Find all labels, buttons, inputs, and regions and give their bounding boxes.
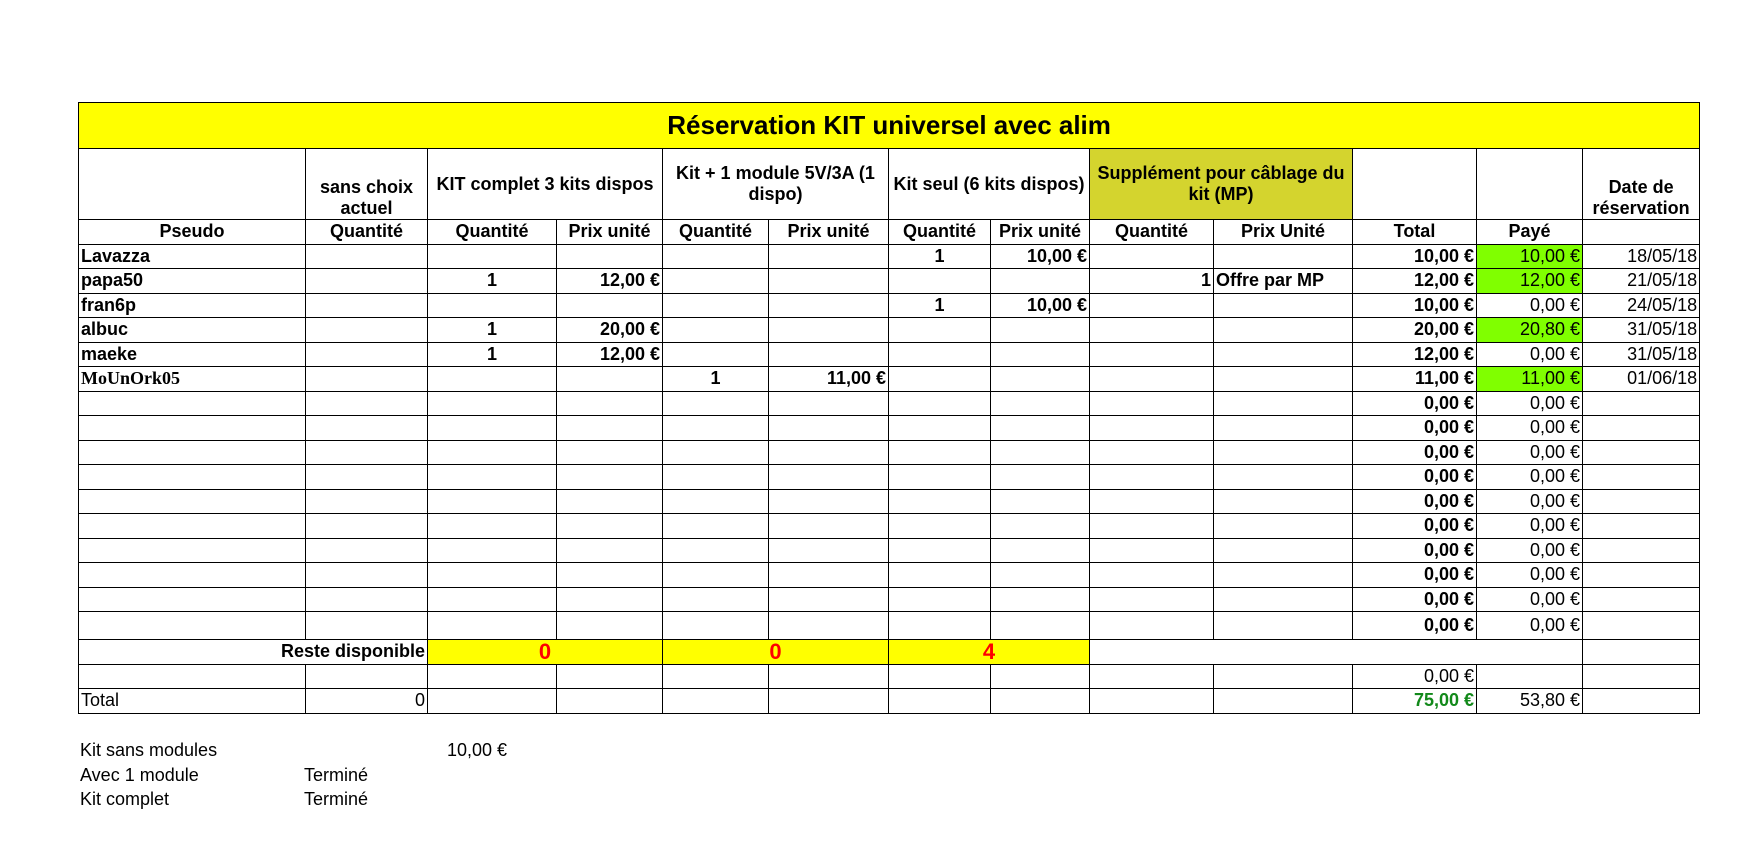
km-quantite-cell[interactable] (663, 440, 769, 465)
date-cell[interactable] (1583, 587, 1700, 612)
extra-cell[interactable] (769, 664, 889, 689)
note-row (80, 740, 507, 765)
km-quantite-cell[interactable] (663, 612, 769, 640)
km-quantite-cell[interactable] (663, 318, 769, 343)
kc-prix-cell[interactable] (557, 514, 663, 539)
kc-quantite-cell[interactable] (428, 538, 557, 563)
ks-quantite-cell[interactable] (889, 563, 991, 588)
kc-quantite-cell[interactable] (428, 465, 557, 490)
km-prix-cell[interactable] (769, 416, 889, 441)
ks-prix-cell[interactable] (991, 489, 1090, 514)
sp-quantite-cell[interactable] (1090, 489, 1214, 514)
sp-prix-cell[interactable] (1214, 563, 1353, 588)
total-cell[interactable]: 0,00 € (1353, 489, 1477, 514)
km-quantite-cell[interactable] (663, 244, 769, 269)
date-cell[interactable] (1583, 612, 1700, 640)
kc-prix-cell[interactable] (557, 416, 663, 441)
ks-prix-cell[interactable] (991, 465, 1090, 490)
date-cell[interactable]: 21/05/18 (1583, 269, 1700, 294)
extra-cell[interactable] (428, 664, 557, 689)
kc-quantite-cell[interactable] (428, 367, 557, 392)
ks-quantite-cell[interactable] (889, 367, 991, 392)
date-cell[interactable] (1583, 465, 1700, 490)
sp-quantite-cell[interactable] (1090, 514, 1214, 539)
total-cell[interactable]: 0,00 € (1353, 465, 1477, 490)
ks-prix-cell[interactable]: 10,00 € (991, 244, 1090, 269)
pseudo-cell[interactable]: albuc (79, 318, 306, 343)
group-kit-module[interactable]: Kit + 1 module 5V/3A (1 dispo) (663, 149, 889, 220)
table-row (79, 563, 1700, 588)
km-prix-cell[interactable] (769, 538, 889, 563)
sp-quantite-cell[interactable]: 1 (1090, 269, 1214, 294)
pseudo-cell[interactable]: papa50 (79, 269, 306, 294)
column-header-row (79, 220, 1700, 245)
sp-quantite-cell[interactable] (1090, 318, 1214, 343)
note-label: Kit sans modules (80, 740, 218, 760)
extra-cell[interactable] (1090, 664, 1214, 689)
note-label: Kit complet (80, 789, 170, 809)
sc-quantite-cell[interactable] (306, 538, 428, 563)
group-total-empty[interactable] (1353, 149, 1477, 220)
km-prix-cell[interactable]: 11,00 € (769, 367, 889, 392)
sp-quantite-cell[interactable] (1090, 342, 1214, 367)
header-paye[interactable]: Payé (1477, 220, 1583, 245)
header-kc-prix[interactable]: Prix unité (557, 220, 663, 245)
ks-prix-cell[interactable]: 10,00 € (991, 293, 1090, 318)
date-cell[interactable]: 24/05/18 (1583, 293, 1700, 318)
sp-quantite-cell[interactable] (1090, 293, 1214, 318)
paye-cell[interactable]: 0,00 € (1477, 465, 1583, 490)
extra-total[interactable]: 0,00 € (1353, 664, 1477, 689)
sp-quantite-cell[interactable] (1090, 244, 1214, 269)
kc-quantite-cell[interactable] (428, 514, 557, 539)
header-total[interactable]: Total (1353, 220, 1477, 245)
kc-prix-cell[interactable]: 12,00 € (557, 342, 663, 367)
km-prix-cell[interactable] (769, 563, 889, 588)
km-quantite-cell[interactable] (663, 391, 769, 416)
totals-cell[interactable] (1214, 689, 1353, 714)
paye-cell[interactable]: 0,00 € (1477, 440, 1583, 465)
ks-prix-cell[interactable] (991, 514, 1090, 539)
pseudo-cell[interactable] (79, 587, 306, 612)
table-row (79, 514, 1700, 539)
sp-prix-cell[interactable] (1214, 293, 1353, 318)
extra-cell[interactable] (889, 664, 991, 689)
pseudo-cell[interactable]: Lavazza (79, 244, 306, 269)
totals-label[interactable]: Total (79, 689, 306, 714)
extra-cell[interactable] (991, 664, 1090, 689)
group-paye-empty[interactable] (1477, 149, 1583, 220)
table-row (79, 318, 1700, 343)
pseudo-cell[interactable] (79, 489, 306, 514)
total-cell[interactable]: 20,00 € (1353, 318, 1477, 343)
table-row (79, 416, 1700, 441)
kc-prix-cell[interactable] (557, 587, 663, 612)
km-quantite-cell[interactable] (663, 269, 769, 294)
table-row (79, 342, 1700, 367)
totals-sans-choix[interactable]: 0 (306, 689, 428, 714)
total-cell[interactable]: 0,00 € (1353, 391, 1477, 416)
kc-prix-cell[interactable] (557, 367, 663, 392)
group-kit-complet[interactable]: KIT complet 3 kits dispos (428, 149, 663, 220)
kc-quantite-cell[interactable] (428, 293, 557, 318)
sc-quantite-cell[interactable] (306, 416, 428, 441)
ks-quantite-cell[interactable] (889, 465, 991, 490)
date-cell[interactable] (1583, 391, 1700, 416)
ks-prix-cell[interactable] (991, 318, 1090, 343)
km-prix-cell[interactable] (769, 514, 889, 539)
notes-block (80, 740, 507, 814)
date-cell[interactable]: 31/05/18 (1583, 342, 1700, 367)
table-row (79, 538, 1700, 563)
paye-cell[interactable]: 11,00 € (1477, 367, 1583, 392)
table-row (79, 465, 1700, 490)
km-quantite-cell[interactable] (663, 416, 769, 441)
header-km-quantite[interactable]: Quantité (663, 220, 769, 245)
ks-prix-cell[interactable] (991, 538, 1090, 563)
km-prix-cell[interactable] (769, 342, 889, 367)
extra-cell[interactable] (557, 664, 663, 689)
paye-cell[interactable]: 0,00 € (1477, 612, 1583, 640)
km-quantite-cell[interactable] (663, 514, 769, 539)
ks-quantite-cell[interactable] (889, 318, 991, 343)
pseudo-cell[interactable] (79, 612, 306, 640)
paye-cell[interactable]: 0,00 € (1477, 342, 1583, 367)
total-cell[interactable]: 12,00 € (1353, 342, 1477, 367)
totals-cell[interactable] (428, 689, 557, 714)
table-row (79, 440, 1700, 465)
km-prix-cell[interactable] (769, 318, 889, 343)
sp-prix-cell[interactable] (1214, 416, 1353, 441)
pseudo-cell[interactable] (79, 563, 306, 588)
km-prix-cell[interactable] (769, 587, 889, 612)
totals-cell[interactable] (663, 689, 769, 714)
kc-quantite-cell[interactable] (428, 244, 557, 269)
ks-quantite-cell[interactable] (889, 391, 991, 416)
sp-prix-cell[interactable] (1214, 465, 1353, 490)
total-cell[interactable]: 0,00 € (1353, 538, 1477, 563)
paye-cell[interactable]: 0,00 € (1477, 489, 1583, 514)
table-row (79, 489, 1700, 514)
reste-row (79, 640, 1700, 665)
ks-quantite-cell[interactable] (889, 440, 991, 465)
group-sans-choix[interactable]: sans choix actuel (306, 149, 428, 220)
km-quantite-cell[interactable] (663, 538, 769, 563)
total-cell[interactable]: 0,00 € (1353, 440, 1477, 465)
date-cell[interactable] (1583, 514, 1700, 539)
total-cell[interactable]: 0,00 € (1353, 563, 1477, 588)
km-quantite-cell[interactable] (663, 563, 769, 588)
extra-cell[interactable] (306, 664, 428, 689)
date-cell[interactable]: 18/05/18 (1583, 244, 1700, 269)
table-row (79, 612, 1700, 640)
sp-prix-cell[interactable] (1214, 391, 1353, 416)
totals-grand-total[interactable]: 75,00 € (1353, 689, 1477, 714)
kc-quantite-cell[interactable] (428, 563, 557, 588)
pseudo-cell[interactable] (79, 538, 306, 563)
ks-quantite-cell[interactable]: 1 (889, 244, 991, 269)
km-prix-cell[interactable] (769, 440, 889, 465)
extra-cell[interactable] (79, 664, 306, 689)
km-prix-cell[interactable] (769, 244, 889, 269)
table-row (79, 367, 1700, 392)
pseudo-cell[interactable]: fran6p (79, 293, 306, 318)
sc-quantite-cell[interactable] (306, 514, 428, 539)
sp-quantite-cell[interactable] (1090, 587, 1214, 612)
extra-cell[interactable] (663, 664, 769, 689)
ks-quantite-cell[interactable] (889, 514, 991, 539)
sp-prix-cell[interactable]: Offre par MP (1214, 269, 1353, 294)
ks-quantite-cell[interactable] (889, 416, 991, 441)
note-label: Avec 1 module (80, 764, 199, 785)
sp-prix-cell[interactable] (1214, 244, 1353, 269)
total-cell[interactable]: 10,00 € (1353, 244, 1477, 269)
sp-prix-cell[interactable] (1214, 318, 1353, 343)
total-cell[interactable]: 0,00 € (1353, 587, 1477, 612)
total-cell[interactable]: 10,00 € (1353, 293, 1477, 318)
kc-prix-cell[interactable] (557, 538, 663, 563)
paye-cell[interactable]: 0,00 € (1477, 538, 1583, 563)
sc-quantite-cell[interactable] (306, 318, 428, 343)
sp-quantite-cell[interactable] (1090, 440, 1214, 465)
sp-quantite-cell[interactable] (1090, 563, 1214, 588)
kc-quantite-cell[interactable] (428, 612, 557, 640)
extra-row (79, 664, 1700, 689)
note-value: Terminé (304, 789, 369, 809)
ks-quantite-cell[interactable] (889, 538, 991, 563)
totals-paye[interactable]: 53,80 € (1477, 689, 1583, 714)
kc-quantite-cell[interactable]: 1 (428, 269, 557, 294)
total-cell[interactable]: 0,00 € (1353, 514, 1477, 539)
title-row (79, 103, 1700, 149)
table-row (79, 587, 1700, 612)
reste-empty[interactable] (1090, 640, 1583, 665)
reste-kit-seul[interactable]: 4 (889, 640, 1090, 665)
sc-quantite-cell[interactable] (306, 563, 428, 588)
ks-prix-cell[interactable] (991, 612, 1090, 640)
sc-quantite-cell[interactable] (306, 612, 428, 640)
pseudo-cell[interactable] (79, 514, 306, 539)
sp-quantite-cell[interactable] (1090, 465, 1214, 490)
kc-prix-cell[interactable]: 12,00 € (557, 269, 663, 294)
ks-quantite-cell[interactable] (889, 612, 991, 640)
sc-quantite-cell[interactable] (306, 367, 428, 392)
paye-cell[interactable]: 0,00 € (1477, 416, 1583, 441)
kc-quantite-cell[interactable] (428, 391, 557, 416)
km-quantite-cell[interactable] (663, 489, 769, 514)
header-sp-quantite[interactable]: Quantité (1090, 220, 1214, 245)
sp-prix-cell[interactable] (1214, 489, 1353, 514)
pseudo-cell[interactable] (79, 416, 306, 441)
pseudo-cell[interactable]: maeke (79, 342, 306, 367)
reservation-table (78, 102, 1700, 714)
sp-prix-cell[interactable] (1214, 587, 1353, 612)
ks-prix-cell[interactable] (991, 269, 1090, 294)
sp-quantite-cell[interactable] (1090, 538, 1214, 563)
ks-prix-cell[interactable] (991, 440, 1090, 465)
totals-cell[interactable] (991, 689, 1090, 714)
kc-quantite-cell[interactable] (428, 416, 557, 441)
extra-cell[interactable] (1583, 664, 1700, 689)
sc-quantite-cell[interactable] (306, 489, 428, 514)
header-ks-quantite[interactable]: Quantité (889, 220, 991, 245)
paye-cell[interactable]: 12,00 € (1477, 269, 1583, 294)
group-date[interactable]: Date de réservation (1583, 149, 1700, 220)
reste-kit-complet[interactable]: 0 (428, 640, 663, 665)
kc-prix-cell[interactable] (557, 391, 663, 416)
group-supplement[interactable]: Supplément pour câblage du kit (MP) (1090, 149, 1353, 220)
ks-quantite-cell[interactable] (889, 489, 991, 514)
ks-quantite-cell[interactable] (889, 587, 991, 612)
kc-quantite-cell[interactable]: 1 (428, 318, 557, 343)
sc-quantite-cell[interactable] (306, 244, 428, 269)
date-cell[interactable] (1583, 416, 1700, 441)
sp-prix-cell[interactable] (1214, 538, 1353, 563)
sc-quantite-cell[interactable] (306, 587, 428, 612)
sp-prix-cell[interactable] (1214, 440, 1353, 465)
date-cell[interactable]: 01/06/18 (1583, 367, 1700, 392)
totals-row (79, 689, 1700, 714)
km-quantite-cell[interactable] (663, 465, 769, 490)
km-prix-cell[interactable] (769, 489, 889, 514)
header-date-empty[interactable] (1583, 220, 1700, 245)
kc-prix-cell[interactable] (557, 489, 663, 514)
paye-cell[interactable]: 10,00 € (1477, 244, 1583, 269)
sp-prix-cell[interactable] (1214, 342, 1353, 367)
date-cell[interactable]: 31/05/18 (1583, 318, 1700, 343)
total-cell[interactable]: 0,00 € (1353, 612, 1477, 640)
note-row (80, 789, 480, 814)
group-header-row (79, 149, 1700, 220)
km-prix-cell[interactable] (769, 465, 889, 490)
kc-quantite-cell[interactable] (428, 489, 557, 514)
table-row (79, 391, 1700, 416)
sp-quantite-cell[interactable] (1090, 367, 1214, 392)
kc-prix-cell[interactable] (557, 465, 663, 490)
km-prix-cell[interactable] (769, 293, 889, 318)
kc-prix-cell[interactable] (557, 293, 663, 318)
sp-prix-cell[interactable] (1214, 367, 1353, 392)
table-row (79, 269, 1700, 294)
header-sp-prix[interactable]: Prix Unité (1214, 220, 1353, 245)
date-cell[interactable] (1583, 563, 1700, 588)
table-row (79, 293, 1700, 318)
sc-quantite-cell[interactable] (306, 465, 428, 490)
km-quantite-cell[interactable] (663, 342, 769, 367)
kc-prix-cell[interactable] (557, 612, 663, 640)
paye-cell[interactable]: 0,00 € (1477, 293, 1583, 318)
ks-prix-cell[interactable] (991, 587, 1090, 612)
extra-cell[interactable] (1214, 664, 1353, 689)
km-quantite-cell[interactable] (663, 293, 769, 318)
header-km-prix[interactable]: Prix unité (769, 220, 889, 245)
reste-kit-module[interactable]: 0 (663, 640, 889, 665)
table-row (79, 244, 1700, 269)
ks-prix-cell[interactable] (991, 342, 1090, 367)
sp-prix-cell[interactable] (1214, 612, 1353, 640)
header-sc-quantite[interactable]: Quantité (306, 220, 428, 245)
sc-quantite-cell[interactable] (306, 342, 428, 367)
sc-quantite-cell[interactable] (306, 440, 428, 465)
header-kc-quantite[interactable]: Quantité (428, 220, 557, 245)
paye-cell[interactable]: 0,00 € (1477, 587, 1583, 612)
totals-cell[interactable] (769, 689, 889, 714)
reste-date-empty[interactable] (1583, 640, 1700, 665)
ks-quantite-cell[interactable]: 1 (889, 293, 991, 318)
kc-quantite-cell[interactable] (428, 440, 557, 465)
reste-label[interactable]: Reste disponible (79, 640, 428, 665)
header-ks-prix[interactable]: Prix unité (991, 220, 1090, 245)
kc-quantite-cell[interactable] (428, 587, 557, 612)
ks-prix-cell[interactable] (991, 563, 1090, 588)
total-cell[interactable]: 12,00 € (1353, 269, 1477, 294)
kc-prix-cell[interactable] (557, 244, 663, 269)
paye-cell[interactable]: 0,00 € (1477, 563, 1583, 588)
kc-prix-cell[interactable] (557, 440, 663, 465)
group-kit-seul[interactable]: Kit seul (6 kits dispos) (889, 149, 1090, 220)
km-prix-cell[interactable] (769, 269, 889, 294)
sheet-title[interactable]: Réservation KIT universel avec alim (79, 103, 1700, 149)
sp-quantite-cell[interactable] (1090, 416, 1214, 441)
pseudo-cell[interactable] (79, 391, 306, 416)
km-quantite-cell[interactable] (663, 587, 769, 612)
sp-quantite-cell[interactable] (1090, 391, 1214, 416)
paye-cell[interactable]: 20,80 € (1477, 318, 1583, 343)
sc-quantite-cell[interactable] (306, 269, 428, 294)
note-row (80, 765, 480, 790)
totals-cell[interactable] (1583, 689, 1700, 714)
paye-cell[interactable]: 0,00 € (1477, 391, 1583, 416)
extra-cell[interactable] (1477, 664, 1583, 689)
date-cell[interactable] (1583, 489, 1700, 514)
paye-cell[interactable]: 0,00 € (1477, 514, 1583, 539)
kc-quantite-cell[interactable]: 1 (428, 342, 557, 367)
km-prix-cell[interactable] (769, 612, 889, 640)
group-header-empty[interactable] (79, 149, 306, 220)
kc-prix-cell[interactable]: 20,00 € (557, 318, 663, 343)
ks-quantite-cell[interactable] (889, 269, 991, 294)
pseudo-cell[interactable]: MoUnOrk05 (79, 367, 306, 392)
note-value: Terminé (304, 764, 369, 785)
ks-prix-cell[interactable] (991, 416, 1090, 441)
sp-quantite-cell[interactable] (1090, 612, 1214, 640)
km-quantite-cell[interactable]: 1 (663, 367, 769, 392)
ks-prix-cell[interactable] (991, 367, 1090, 392)
note-value: 10,00 € (446, 740, 507, 760)
sp-prix-cell[interactable] (1214, 514, 1353, 539)
date-cell[interactable] (1583, 538, 1700, 563)
ks-prix-cell[interactable] (991, 391, 1090, 416)
total-cell[interactable]: 11,00 € (1353, 367, 1477, 392)
ks-quantite-cell[interactable] (889, 342, 991, 367)
header-pseudo[interactable]: Pseudo (79, 220, 306, 245)
sc-quantite-cell[interactable] (306, 391, 428, 416)
totals-cell[interactable] (1090, 689, 1214, 714)
totals-cell[interactable] (557, 689, 663, 714)
kc-prix-cell[interactable] (557, 563, 663, 588)
date-cell[interactable] (1583, 440, 1700, 465)
total-cell[interactable]: 0,00 € (1353, 416, 1477, 441)
pseudo-cell[interactable] (79, 465, 306, 490)
sc-quantite-cell[interactable] (306, 293, 428, 318)
pseudo-cell[interactable] (79, 440, 306, 465)
totals-cell[interactable] (889, 689, 991, 714)
km-prix-cell[interactable] (769, 391, 889, 416)
